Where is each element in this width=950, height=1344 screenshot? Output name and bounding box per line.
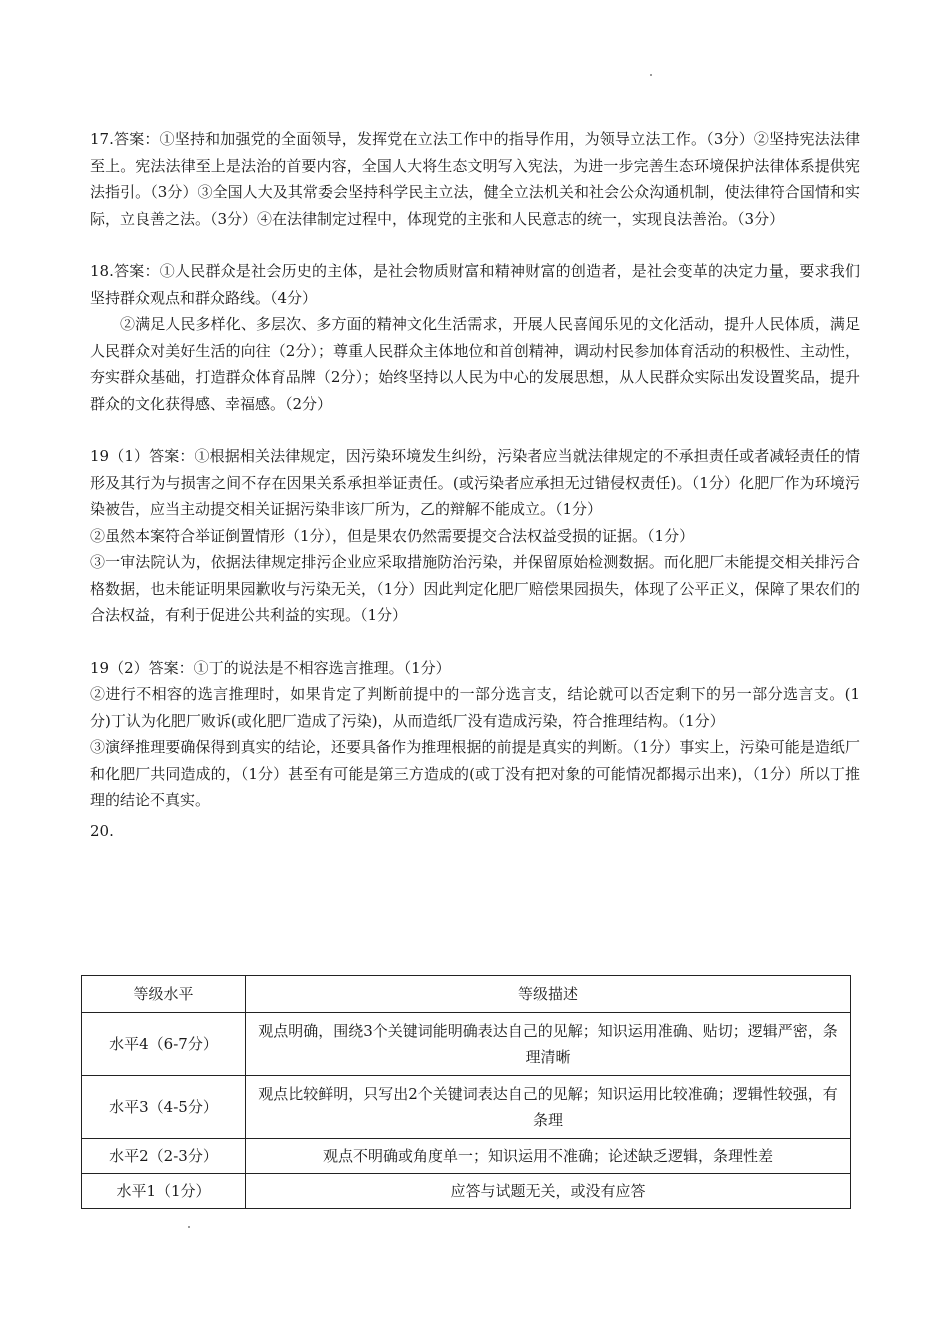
level-cell: 水平2（2-3分） <box>82 1139 246 1174</box>
question-20-label: 20. <box>90 821 114 840</box>
description-cell: 应答与试题无关，或没有应答 <box>246 1174 851 1209</box>
answer-q19-2-part2: ②进行不相容的选言推理时，如果肯定了判断前提中的一部分选言支，结论就可以否定剩下的另一部分选言支。(1分)丁认为化肥厂败诉(或化肥厂造成了污染)，从而造纸厂没有造成污染，符合推理结构。（1分） <box>90 685 860 730</box>
description-cell: 观点明确，围绕3个关键词能明确表达自己的见解；知识运用准确、贴切；逻辑严密，条理清晰 <box>246 1013 851 1076</box>
level-cell: 水平1（1分） <box>82 1174 246 1209</box>
level-cell: 水平4（6-7分） <box>82 1013 246 1076</box>
answer-q19-2-part1: 19（2）答案：①丁的说法是不相容选言推理。（1分） <box>90 658 451 677</box>
header-level: 等级水平 <box>82 976 246 1013</box>
header-description: 等级描述 <box>246 976 851 1013</box>
table-row <box>82 1174 851 1209</box>
level-cell: 水平3（4-5分） <box>82 1076 246 1139</box>
scan-speck <box>188 1226 190 1228</box>
answer-q18-part1: 18.答案：①人民群众是社会历史的主体，是社会物质财富和精神财富的创造者，是社会变革的决定力量，要求我们坚持群众观点和群众路线。（4分） <box>90 262 860 307</box>
table-row <box>82 1013 851 1076</box>
answer-q19-1-part2: ②虽然本案符合举证倒置情形（1分），但是果农仍然需要提交合法权益受损的证据。（1分） <box>90 526 695 545</box>
grading-table <box>81 975 851 1209</box>
answer-q19-1-part3: ③一审法院认为，依据法律规定排污企业应采取措施防治污染，并保留原始检测数据。而化肥厂未能提交相关排污合格数据，也未能证明果园歉收与污染无关，（1分）因此判定化肥厂赔偿果园损失，体现了公平正义，保障了果农们的合法权益，有利于促进公共利益的实现。（1分） <box>90 553 860 624</box>
answer-q19-2-part3: ③演绎推理要确保得到真实的结论，还要具备作为推理根据的前提是真实的判断。（1分）事实上，污染可能是造纸厂和化肥厂共同造成的，（1分）甚至有可能是第三方造成的(或丁没有把对象的可能情况都揭示出来)，（1分）所以丁推理的结论不真实。 <box>90 738 860 809</box>
table-header-row <box>82 976 851 1013</box>
description-cell: 观点比较鲜明，只写出2个关键词表达自己的见解；知识运用比较准确；逻辑性较强，有条理 <box>246 1076 851 1139</box>
answer-q17: 17.答案：①坚持和加强党的全面领导，发挥党在立法工作中的指导作用，为领导立法工作。（3分）②坚持宪法法律至上。宪法法律至上是法治的首要内容，全国人大将生态文明写入宪法，为进一步完善生态环境保护法律体系提供宪法指引。（3分）③全国人大及其常委会坚持科学民主立法，健全立法机关和社会公众沟通机制，使法律符合国情和实际，立良善之法。（3分）④在法律制定过程中，体现党的主张和人民意志的统一，实现良法善治。（3分） <box>90 130 860 228</box>
answer-content <box>90 126 860 848</box>
answer-q18-part2: ②满足人民多样化、多层次、多方面的精神文化生活需求，开展人民喜闻乐见的文化活动，提升人民体质，满足人民群众对美好生活的向往（2分）；尊重人民群众主体地位和首创精神，调动村民参加体育活动的积极性、主动性，夯实群众基础，打造群众体育品牌（2分）；始终坚持以人民为中心的发展思想，从人民群众实际出发设置奖品，提升群众的文化获得感、幸福感。（2分） <box>90 315 860 413</box>
description-cell: 观点不明确或角度单一；知识运用不准确；论述缺乏逻辑，条理性差 <box>246 1139 851 1174</box>
table-row <box>82 1076 851 1139</box>
scan-speck <box>650 74 652 76</box>
answer-q19-1-part1: 19（1）答案：①根据相关法律规定，因污染环境发生纠纷，污染者应当就法律规定的不承担责任或者减轻责任的情形及其行为与损害之间不存在因果关系承担举证责任。(或污染者应承担无过错侵权责任)。（1分）化肥厂作为环境污染被告，应当主动提交相关证据污染非该厂所为，乙的辩解不能成立。（1分） <box>90 447 860 518</box>
table-row <box>82 1139 851 1174</box>
